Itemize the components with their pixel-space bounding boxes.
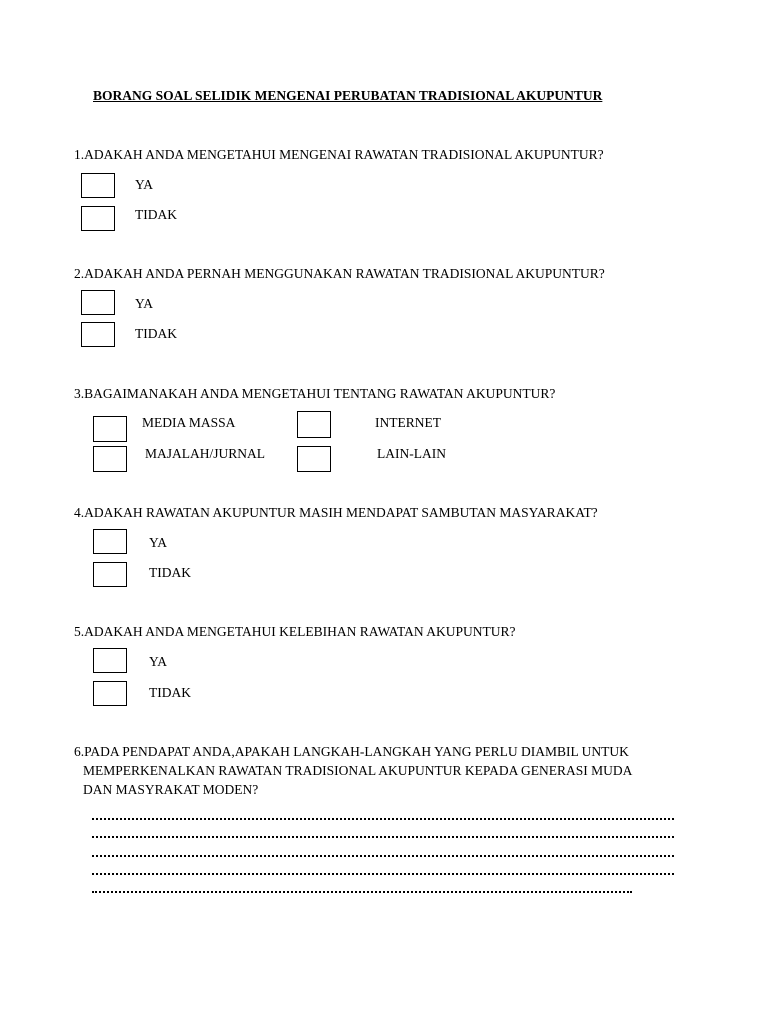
question-2-tidak-checkbox[interactable]	[81, 322, 115, 347]
question-3-media-massa-label: MEDIA MASSA	[142, 415, 236, 430]
question-1-ya-label: YA	[135, 177, 154, 192]
question-4-text: 4.ADAKAH RAWATAN AKUPUNTUR MASIH MENDAPAT SAMBUTAN MASYARAKAT?	[74, 505, 598, 520]
question-4-tidak-label: TIDAK	[149, 565, 191, 580]
question-2-tidak-label: TIDAK	[135, 326, 177, 341]
answer-line-5[interactable]	[92, 889, 632, 893]
question-4-tidak-checkbox[interactable]	[93, 562, 127, 587]
question-1-ya-checkbox[interactable]	[81, 173, 115, 198]
question-5-tidak-checkbox[interactable]	[93, 681, 127, 706]
question-2-text: 2.ADAKAH ANDA PERNAH MENGGUNAKAN RAWATAN TRADISIONAL AKUPUNTUR?	[74, 266, 605, 281]
question-3-text: 3.BAGAIMANAKAH ANDA MENGETAHUI TENTANG RAWATAN AKUPUNTUR?	[74, 386, 556, 401]
question-5-ya-label: YA	[149, 654, 168, 669]
question-3-lain-lain-label: LAIN-LAIN	[377, 446, 446, 461]
question-3-internet-label: INTERNET	[375, 415, 441, 430]
question-1-tidak-label: TIDAK	[135, 207, 177, 222]
question-5-ya-checkbox[interactable]	[93, 648, 127, 673]
question-1-text: 1.ADAKAH ANDA MENGETAHUI MENGENAI RAWATAN TRADISIONAL AKUPUNTUR?	[74, 147, 604, 162]
question-6-text	[74, 742, 676, 799]
answer-line-1[interactable]	[92, 816, 674, 820]
question-6-line-2: MEMPERKENALKAN RAWATAN TRADISIONAL AKUPUNTUR KEPADA GENERASI MUDA	[83, 763, 633, 778]
question-5-text: 5.ADAKAH ANDA MENGETAHUI KELEBIHAN RAWATAN AKUPUNTUR?	[74, 624, 516, 639]
question-3-media-massa-checkbox[interactable]	[93, 416, 127, 442]
answer-line-2[interactable]	[92, 834, 674, 838]
question-1-tidak-checkbox[interactable]	[81, 206, 115, 231]
question-3-lain-lain-checkbox[interactable]	[297, 446, 331, 472]
question-4-ya-checkbox[interactable]	[93, 529, 127, 554]
question-5-tidak-label: TIDAK	[149, 685, 191, 700]
form-title: BORANG SOAL SELIDIK MENGENAI PERUBATAN TRADISIONAL AKUPUNTUR	[93, 88, 603, 103]
question-4-ya-label: YA	[149, 535, 168, 550]
question-2-ya-label: YA	[135, 296, 154, 311]
question-3-majalah-jurnal-checkbox[interactable]	[93, 446, 127, 472]
question-6-line-3: DAN MASYRAKAT MODEN?	[83, 782, 259, 797]
question-3-majalah-jurnal-label: MAJALAH/JURNAL	[145, 446, 266, 461]
answer-line-3[interactable]	[92, 853, 674, 857]
question-2-ya-checkbox[interactable]	[81, 290, 115, 315]
answer-line-4[interactable]	[92, 871, 674, 875]
question-6-line-1: 6.PADA PENDAPAT ANDA,APAKAH LANGKAH-LANGKAH YANG PERLU DIAMBIL UNTUK	[74, 744, 629, 759]
question-3-internet-checkbox[interactable]	[297, 411, 331, 438]
